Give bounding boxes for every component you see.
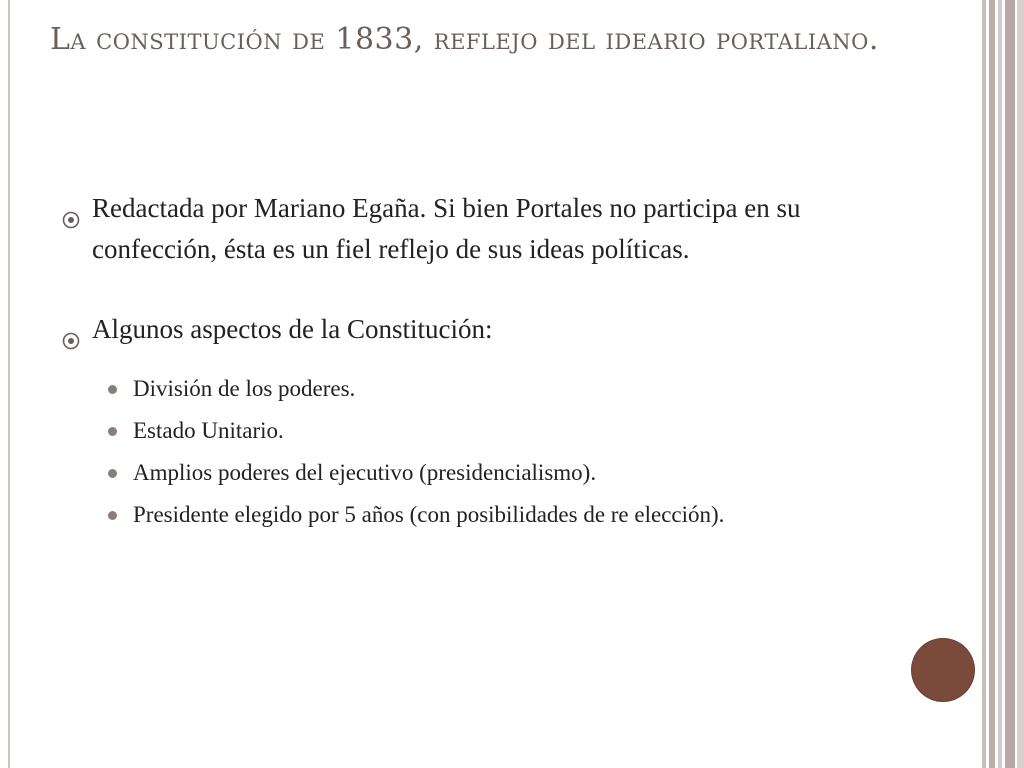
hollow-circle-bullet-icon — [62, 200, 80, 218]
sub-bullet-item — [106, 372, 882, 406]
dot-bullet-icon — [108, 511, 117, 520]
right-decorative-stripe — [1005, 0, 1015, 768]
sub-bullet-text: Presidente elegido por 5 años (con posibilidades de re elección). — [133, 502, 725, 527]
right-decorative-stripe — [1017, 0, 1024, 768]
decorative-circle — [912, 639, 974, 701]
sub-bullet-text: Estado Unitario. — [133, 418, 284, 443]
right-decorative-stripe — [982, 0, 986, 768]
right-decorative-stripe — [989, 0, 995, 768]
sub-bullet-item — [106, 414, 882, 448]
bullet-text: Algunos aspectos de la Constitución: — [92, 314, 493, 344]
dot-bullet-icon — [108, 385, 117, 394]
slide-title: La constitución de 1833, reflejo del ideario portaliano. — [50, 22, 879, 57]
dot-bullet-icon — [108, 469, 117, 478]
hollow-circle-bullet-icon — [62, 321, 80, 339]
bullet-text: Redactada por Mariano Egaña. Si bien Portales no participa en su confección, ésta es un fiel reflejo de sus ideas políticas. — [92, 193, 801, 264]
sub-bullet-item — [106, 498, 882, 532]
sub-bullet-text: Amplios poderes del ejecutivo (presidencialismo). — [133, 460, 597, 485]
dot-bullet-icon — [108, 427, 117, 436]
bullet-item — [62, 309, 882, 350]
left-frame-line — [8, 0, 10, 768]
slide-content — [62, 188, 882, 540]
sub-bullet-list — [62, 372, 882, 532]
right-decorative-stripe — [998, 0, 1002, 768]
sub-bullet-item — [106, 456, 882, 490]
sub-bullet-text: División de los poderes. — [133, 376, 356, 401]
bullet-item — [62, 188, 882, 270]
